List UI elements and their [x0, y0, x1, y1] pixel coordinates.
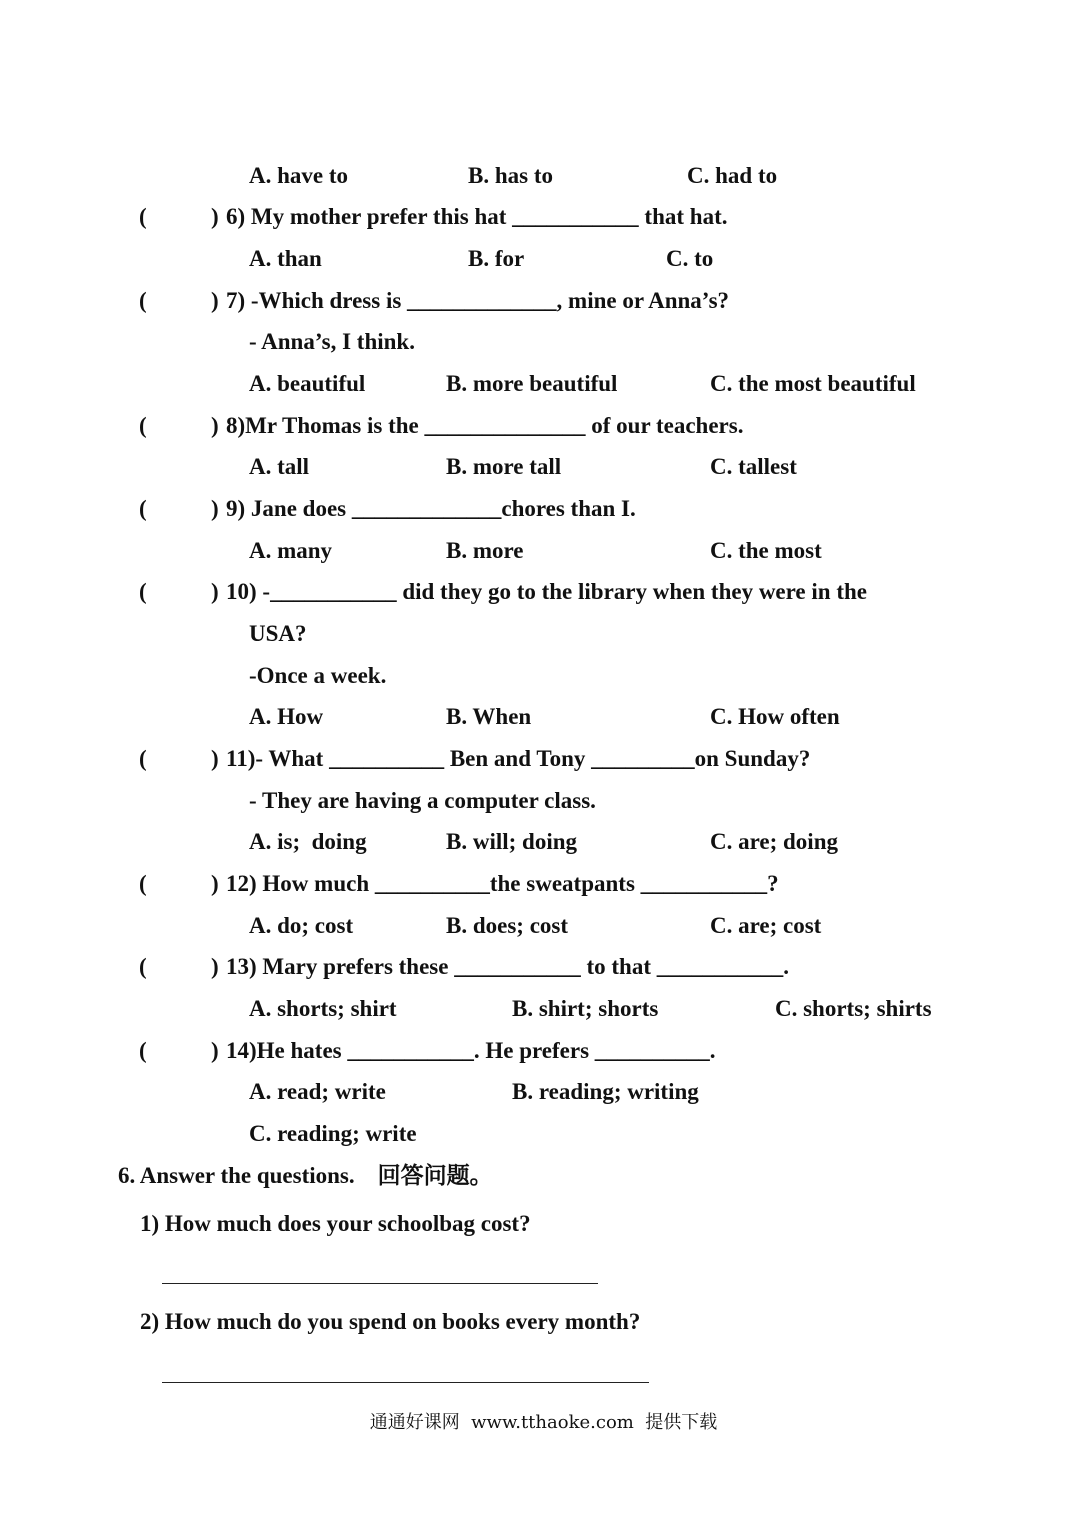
answer-paren-close: ): [211, 579, 219, 604]
answer-paren-open: (: [139, 954, 147, 979]
q11-option-b: B. will; doing: [446, 829, 578, 854]
question-11-text: 11)- What __________ Ben and Tony _________on Sunday?: [226, 746, 811, 771]
q10-option-a: A. How: [249, 704, 324, 729]
question-9-text: 9) Jane does _____________chores than I.: [226, 496, 636, 521]
q5-option-a: A. have to: [249, 163, 349, 188]
section-6-question-1: 1) How much does your schoolbag cost?: [140, 1211, 531, 1236]
q14-option-b: B. reading; writing: [512, 1079, 699, 1104]
answer-paren-open: (: [139, 579, 147, 604]
q9-option-b: B. more: [446, 538, 524, 563]
q5-option-b: B. has to: [468, 163, 553, 188]
q13-option-b: B. shirt; shorts: [512, 996, 659, 1021]
page-footer: 通通好课网 www.tthaoke.com 提供下载: [369, 1412, 718, 1433]
answer-paren-open: (: [139, 496, 147, 521]
q10-option-c: C. How often: [710, 704, 840, 729]
q6-option-a: A. than: [249, 246, 322, 271]
question-7-text: 7) -Which dress is _____________, mine or Anna’s?: [226, 288, 730, 313]
answer-paren-open: (: [139, 746, 147, 771]
question-10-text-cont: USA?: [249, 621, 307, 646]
q11-option-c: C. are; doing: [710, 829, 838, 854]
question-14-text: 14)He hates ___________. He prefers __________.: [226, 1038, 716, 1063]
q13-option-a: A. shorts; shirt: [249, 996, 397, 1021]
q5-option-c: C. had to: [687, 163, 778, 188]
question-11-reply: - They are having a computer class.: [249, 788, 596, 813]
answer-paren-open: (: [139, 871, 147, 896]
question-8-text: 8)Mr Thomas is the ______________ of our teachers.: [226, 413, 744, 438]
question-12-text: 12) How much __________the sweatpants ___________?: [226, 871, 779, 896]
q10-option-b: B. When: [446, 704, 532, 729]
answer-paren-close: ): [211, 746, 219, 771]
answer-paren-close: ): [211, 954, 219, 979]
answer-paren-open: (: [139, 413, 147, 438]
answer-paren-close: ): [211, 871, 219, 896]
answer-paren-close: ): [211, 288, 219, 313]
answer-paren-open: (: [139, 1038, 147, 1063]
question-6-text: 6) My mother prefer this hat ___________ that hat.: [226, 204, 728, 229]
q7-option-c: C. the most beautiful: [710, 371, 916, 396]
q7-option-b: B. more beautiful: [446, 371, 618, 396]
q8-option-a: A. tall: [249, 454, 310, 479]
question-13-text: 13) Mary prefers these ___________ to that ___________.: [226, 954, 789, 979]
q9-option-a: A. many: [249, 538, 333, 563]
q9-option-c: C. the most: [710, 538, 822, 563]
section-6-heading: 6. Answer the questions. 回答问题。: [118, 1163, 493, 1188]
q14-option-c: C. reading; write: [249, 1121, 417, 1146]
q8-option-c: C. tallest: [710, 454, 797, 479]
section-6-question-2: 2) How much do you spend on books every month?: [140, 1309, 641, 1334]
question-7-reply: - Anna’s, I think.: [249, 329, 415, 354]
q6-option-c: C. to: [666, 246, 714, 271]
q12-option-b: B. does; cost: [446, 913, 569, 938]
answer-paren-open: (: [139, 288, 147, 313]
answer-paren-close: ): [211, 496, 219, 521]
answer-paren-open: (: [139, 204, 147, 229]
answer-paren-close: ): [211, 413, 219, 438]
q14-option-a: A. read; write: [249, 1079, 386, 1104]
q7-option-a: A. beautiful: [249, 371, 366, 396]
q12-option-a: A. do; cost: [249, 913, 354, 938]
answer-line-2[interactable]: [162, 1382, 649, 1383]
q13-option-c: C. shorts; shirts: [775, 996, 932, 1021]
q11-option-a: A. is; doing: [249, 829, 367, 854]
question-10-reply: -Once a week.: [249, 663, 387, 688]
q12-option-c: C. are; cost: [710, 913, 822, 938]
answer-paren-close: ): [211, 1038, 219, 1063]
question-10-text: 10) -___________ did they go to the library when they were in the: [226, 579, 867, 604]
answer-line-1[interactable]: [162, 1283, 598, 1284]
q6-option-b: B. for: [468, 246, 525, 271]
answer-paren-close: ): [211, 204, 219, 229]
q8-option-b: B. more tall: [446, 454, 562, 479]
